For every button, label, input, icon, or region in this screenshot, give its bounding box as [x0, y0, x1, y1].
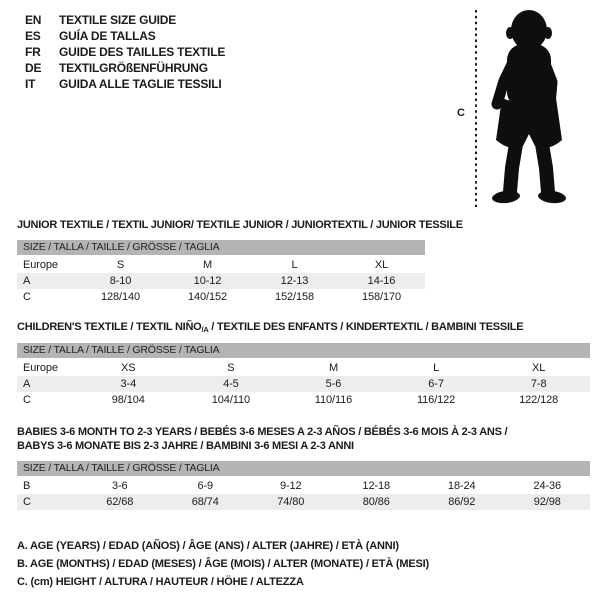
language-code: FR	[25, 45, 41, 59]
size-table-row	[17, 494, 590, 510]
language-code: IT	[25, 77, 36, 91]
size-cell: 12-18	[362, 480, 391, 492]
row-label: C	[23, 394, 31, 406]
size-cell: 6-9	[197, 480, 214, 492]
size-cell: 152/158	[274, 291, 315, 303]
size-cell: 24-36	[533, 480, 562, 492]
size-table-header: SIZE / TALLA / TAILLE / GRÖSSE / TAGLIA	[17, 240, 425, 255]
row-label: C	[23, 496, 31, 508]
size-cell: 8-10	[109, 275, 132, 287]
section-title-part: / TEXTILE DES ENFANTS / KINDERTEXTIL / BAMBINI TESSILE	[208, 321, 524, 333]
language-row	[25, 60, 225, 76]
size-sections	[17, 212, 593, 591]
size-cell: 92/98	[533, 496, 561, 508]
size-table-header: SIZE / TALLA / TAILLE / GRÖSSE / TAGLIA	[17, 461, 590, 476]
size-cell: 80/86	[362, 496, 390, 508]
size-cell: 128/140	[100, 291, 141, 303]
size-cell: 4-5	[223, 378, 239, 390]
size-cell: 3-6	[111, 480, 128, 492]
size-table-row	[17, 289, 425, 305]
size-table-row	[17, 392, 590, 408]
language-row	[25, 28, 225, 44]
legend-note: A. AGE (YEARS) / EDAD (AÑOS) / ÂGE (ANS) / ALTER (JAHRE) / ETÀ (ANNI)	[17, 540, 399, 552]
size-cell: 12-13	[280, 275, 309, 287]
baby-silhouette-icon	[452, 4, 597, 210]
size-cell: 116/122	[416, 394, 456, 406]
size-table-row	[17, 360, 590, 376]
size-cell: L	[291, 259, 298, 271]
size-cell: 6-7	[428, 378, 444, 390]
size-cell: S	[227, 362, 235, 374]
language-row	[25, 76, 225, 92]
size-cell: XS	[121, 362, 136, 374]
section-title	[17, 425, 593, 453]
size-cell: XL	[374, 259, 389, 271]
language-title: GUIDE DES TAILLES TEXTILE	[59, 45, 226, 59]
size-table	[17, 461, 590, 510]
size-table-header: SIZE / TALLA / TAILLE / GRÖSSE / TAGLIA	[17, 343, 590, 358]
language-code: ES	[25, 29, 41, 43]
size-cell: 3-4	[120, 378, 137, 390]
legend-note: B. AGE (MONTHS) / EDAD (MESES) / ÂGE (MOIS) / ALTER (MONATE) / ETÀ (MESI)	[17, 558, 429, 570]
section-title	[17, 320, 593, 335]
height-measure-label: C	[457, 107, 465, 119]
size-cell: 86/92	[448, 496, 476, 508]
language-row	[25, 44, 225, 60]
size-cell: 18-24	[447, 480, 476, 492]
size-cell: 14-16	[367, 275, 396, 287]
legend-note: C. (cm) HEIGHT / ALTURA / HAUTEUR / HÖHE / ALTEZZA	[17, 576, 304, 588]
language-title: GUIDA ALLE TAGLIE TESSILI	[59, 77, 222, 91]
size-cell: 140/152	[187, 291, 228, 303]
size-table	[17, 240, 425, 305]
language-row	[25, 12, 225, 28]
size-cell: 110/116	[314, 394, 353, 406]
section-title-part: BABIES 3-6 MONTH TO 2-3 YEARS / BEBÉS 3-6 MESES A 2-3 AÑOS / BÉBÉS 3-6 MOIS À 2-3 ANS /	[17, 426, 508, 438]
baby-silhouette	[491, 10, 566, 204]
size-table-row	[17, 273, 425, 289]
row-label: Europe	[23, 259, 58, 271]
size-cell: 104/110	[211, 394, 251, 406]
size-cell: 122/128	[519, 394, 559, 406]
section-title	[17, 218, 593, 232]
section-title-part: /A	[201, 325, 209, 334]
size-cell: 62/68	[106, 496, 134, 508]
size-cell: M	[202, 259, 213, 271]
language-title: TEXTILE SIZE GUIDE	[59, 13, 177, 27]
row-label: B	[23, 480, 31, 492]
size-table-row	[17, 257, 425, 273]
row-label: Europe	[23, 362, 58, 374]
size-cell: L	[433, 362, 440, 374]
size-cell: 7-8	[530, 378, 547, 390]
size-table-row	[17, 478, 590, 494]
section-title-part: JUNIOR TEXTILE / TEXTIL JUNIOR/ TEXTILE JUNIOR / JUNIORTEXTIL / JUNIOR TESSILE	[17, 219, 463, 231]
size-section-2	[17, 320, 593, 408]
section-title-part: BABYS 3-6 MONATE BIS 2-3 JAHRE / BAMBINI 3-6 MESI A 2-3 ANNI	[17, 440, 354, 452]
size-table-row	[17, 376, 590, 392]
baby-figure	[452, 4, 597, 210]
size-table	[17, 343, 590, 408]
size-cell: M	[328, 362, 339, 374]
size-section-1	[17, 218, 593, 305]
size-cell: 9-12	[279, 480, 302, 492]
size-cell: 158/170	[361, 291, 402, 303]
language-title: GUÍA DE TALLAS	[59, 29, 156, 43]
size-cell: 5-6	[325, 378, 342, 390]
legend-notes	[17, 537, 593, 591]
size-section-3	[17, 425, 593, 510]
section-title-part: CHILDREN'S TEXTILE / TEXTIL NIÑO	[17, 321, 202, 333]
size-cell: 10-12	[193, 275, 222, 287]
row-label: A	[23, 378, 31, 390]
language-code: DE	[25, 61, 42, 75]
size-cell: XL	[532, 362, 546, 374]
language-list	[25, 12, 225, 92]
row-label: A	[23, 275, 31, 287]
size-cell: 98/104	[111, 394, 145, 406]
language-code: EN	[25, 13, 42, 27]
language-title: TEXTILGRÖßENFÜHRUNG	[59, 61, 208, 75]
row-label: C	[23, 291, 31, 303]
size-cell: S	[116, 259, 125, 271]
size-cell: 74/80	[277, 496, 305, 508]
size-cell: 68/74	[191, 496, 219, 508]
